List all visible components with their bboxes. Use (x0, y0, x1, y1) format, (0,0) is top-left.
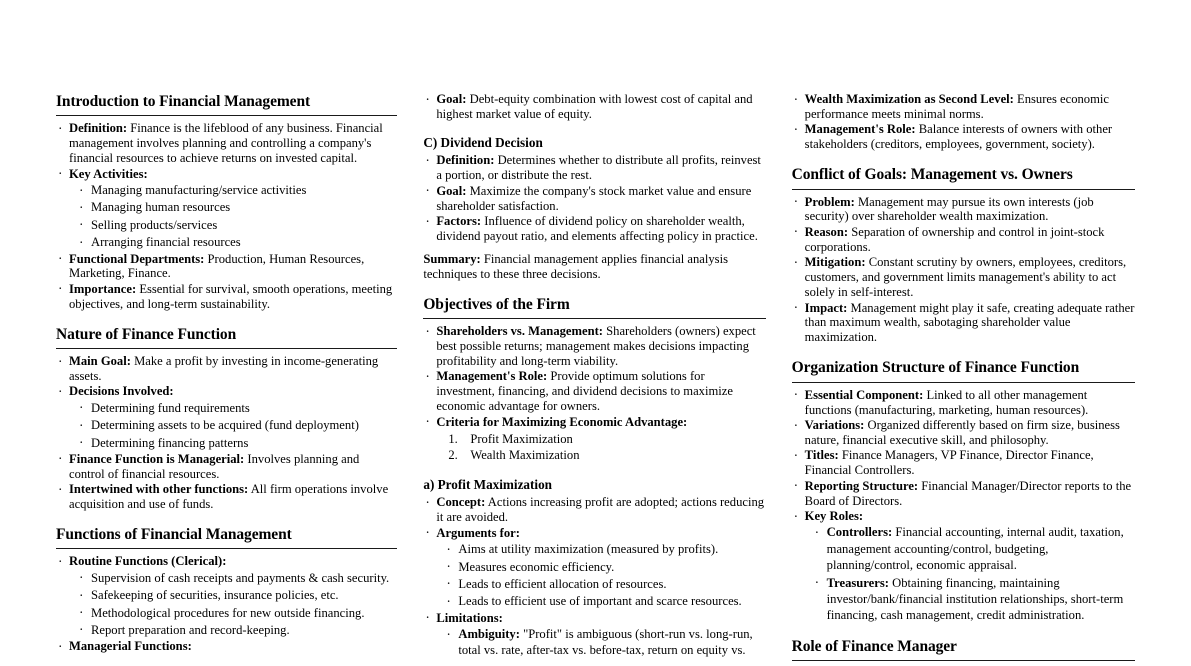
bullet-list (423, 92, 765, 122)
item-lead-label: Goal: (436, 183, 467, 198)
summary-paragraph (423, 252, 765, 282)
sub-list-item (813, 575, 1135, 624)
sub-item-text: Financial accounting, internal audit, taxation, management accounting/control, budgeting, planning/control, economic appraisal. (826, 525, 1124, 573)
content-section (792, 92, 1135, 152)
list-item (423, 153, 765, 183)
list-item (423, 415, 765, 464)
list-item (423, 369, 765, 414)
item-text: Linked to all other management functions (manufacturing, marketing, human resources). (804, 387, 1089, 417)
item-lead-label: Intertwined with other functions: (69, 482, 249, 497)
list-item (792, 388, 1135, 418)
item-text: Debt-equity combination with lowest cost of capital and highest market value of equity. (436, 92, 753, 121)
item-text: Determines whether to distribute all profits, reinvest a portion, or distribute the rest. (436, 153, 761, 183)
sub-item-text: Obtaining financing, maintaining investor/bank/financial institution relationships, short-term financing, cash management, credit administration. (826, 575, 1124, 623)
item-lead-label: Reporting Structure: (804, 478, 919, 493)
section-heading: Objectives of the Firm (423, 295, 570, 313)
content-section (792, 358, 1135, 623)
sub-bullet-list (69, 400, 397, 451)
sub-bullet-list (436, 541, 765, 609)
section-heading: Organization Structure of Finance Function (791, 359, 1080, 377)
item-text: Financial Manager/Director reports to the Board of Directors. (804, 478, 1132, 508)
item-lead-label: Mitigation: (804, 255, 866, 270)
sub-bullet-list (69, 570, 397, 638)
three-column-layout (56, 92, 1135, 658)
sub-list-item: · Report preparation and record-keeping. (77, 622, 397, 638)
item-lead-label: Definition: (436, 153, 495, 168)
list-item (56, 252, 397, 282)
bullet-list (423, 324, 765, 464)
item-text: Balance interests of owners with other stakeholders (creditors, employees, government, society). (804, 122, 1113, 152)
heading-rule (56, 115, 397, 116)
item-text: Make a profit by investing in income-generating assets. (69, 354, 379, 383)
list-item (56, 482, 397, 512)
item-text: Essential for survival, smooth operations, meeting objectives, and long-term sustainability. (69, 281, 393, 311)
item-lead-label: Routine Functions (Clerical): (69, 554, 227, 569)
numbered-list-item: Wealth Maximization (470, 448, 580, 463)
item-lead-label: Decisions Involved: (69, 384, 174, 399)
section-heading: Conflict of Goals: Management vs. Owners (791, 166, 1073, 184)
sub-list-item: · Methodological procedures for new outside financing. (77, 605, 397, 621)
list-item (423, 92, 765, 122)
heading-rule (792, 189, 1135, 190)
item-lead-label: Key Roles: (804, 509, 864, 524)
item-text: Maximize the company's stock market value and ensure shareholder satisfaction. (436, 183, 752, 213)
item-text: Separation of ownership and control in joint-stock corporations. (804, 224, 1105, 254)
item-lead-label: Limitations: (436, 610, 503, 625)
item-text: Constant scrutiny by owners, employees, creditors, customers, and government limits management's ability to act solely in self-interest. (804, 255, 1127, 300)
sub-list-item: · Determining financing patterns (77, 435, 397, 451)
content-section (423, 295, 765, 464)
sub-bullet-list (69, 182, 397, 250)
item-text: Production, Human Resources, Marketing, Finance. (69, 251, 365, 281)
list-item (423, 611, 765, 659)
item-lead-label: Wealth Maximization as Second Level: (804, 92, 1014, 106)
list-item (423, 324, 765, 369)
sub-list-item: · Leads to efficient use of important and scarce resources. (444, 593, 765, 609)
list-item (423, 184, 765, 214)
list-item (56, 639, 397, 654)
content-section (423, 477, 765, 659)
bullet-list (792, 195, 1135, 346)
sub-item-text: "Profit" is ambiguous (short-run vs. long-run, total vs. rate, after-tax vs. before-tax, return on equity vs. (458, 627, 753, 658)
item-lead-label: Importance: (69, 281, 137, 296)
list-item (792, 479, 1135, 509)
numbered-list (436, 431, 765, 464)
list-item (56, 354, 397, 384)
heading-rule (792, 660, 1135, 661)
item-lead-label: Arguments for: (436, 525, 520, 540)
item-lead-label: Definition: (69, 121, 128, 136)
list-item (423, 495, 765, 525)
column-3 (792, 92, 1135, 666)
list-item (792, 255, 1135, 300)
item-lead-label: Problem: (804, 194, 855, 209)
item-lead-label: Essential Component: (804, 387, 924, 402)
section-heading: Functions of Financial Management (56, 526, 292, 544)
list-item (56, 452, 397, 482)
item-text: Organized differently based on firm size, business nature, financial executive skill, and philosophy. (804, 418, 1120, 447)
list-item (792, 418, 1135, 448)
sub-list-item: · Aims at utility maximization (measured by profits). (444, 541, 765, 557)
list-item (56, 167, 397, 251)
paragraph-text: Financial management applies financial analysis techniques to these three decisions. (423, 251, 728, 281)
sub-list-item: · Determining assets to be acquired (fund deployment) (77, 417, 397, 433)
item-lead-label: Variations: (804, 418, 865, 432)
item-lead-label: Factors: (436, 214, 482, 229)
list-item (56, 384, 397, 451)
item-text: Involves planning and control of financial resources. (69, 451, 360, 481)
sub-list-item: · Supervision of cash receipts and payments & cash security. (77, 570, 397, 586)
sub-list-item: · Leads to efficient allocation of resources. (444, 576, 765, 592)
item-lead-label: Shareholders vs. Management: (436, 324, 603, 339)
sub-list-item: · Managing human resources (77, 199, 397, 215)
sub-item-lead-label: Treasurers: (826, 575, 889, 590)
item-text: Actions increasing profit are adopted; actions reducing it are avoided. (436, 495, 765, 525)
list-item (792, 122, 1135, 152)
heading-rule (423, 318, 765, 319)
section-heading: Nature of Finance Function (56, 325, 237, 343)
list-item (792, 195, 1135, 225)
item-text: Influence of dividend policy on shareholder wealth, dividend payout ratio, and elements affecting policy in practice. (436, 214, 758, 243)
content-section (56, 325, 397, 512)
item-text: All firm operations involve acquisition and use of funds. (69, 482, 389, 512)
item-text: Provide optimum solutions for investment, financing, and dividend decisions to maximize economic advantage for owners. (436, 369, 733, 414)
item-lead-label: Key Activities: (69, 166, 148, 181)
list-item (792, 301, 1135, 346)
item-lead-label: Criteria for Maximizing Economic Advantage: (436, 414, 688, 429)
sub-list-item: · Determining fund requirements (77, 400, 397, 416)
sub-list-item (813, 524, 1135, 573)
sub-list-item: · Measures economic efficiency. (444, 559, 765, 575)
list-item (56, 282, 397, 312)
item-lead-label: Reason: (804, 224, 849, 239)
sub-bullet-list (805, 524, 1135, 623)
numbered-list-item: Profit Maximization (470, 431, 573, 446)
sub-heading: a) Profit Maximization (423, 476, 553, 492)
heading-rule (56, 548, 397, 549)
item-lead-label: Managerial Functions: (69, 639, 192, 654)
bullet-list (56, 354, 397, 512)
bullet-list (56, 121, 397, 311)
list-item (423, 526, 765, 610)
item-lead-label: Management's Role: (804, 122, 916, 137)
column-2 (423, 92, 765, 660)
sub-list-item: · Managing manufacturing/service activities (77, 182, 397, 198)
content-section (56, 92, 397, 312)
sub-item-lead-label: Ambiguity: (458, 627, 520, 642)
item-lead-label: Goal: (436, 92, 467, 106)
list-item (423, 214, 765, 244)
section-heading: Introduction to Financial Management (56, 93, 311, 110)
heading-rule (792, 382, 1135, 383)
column-1 (56, 92, 397, 655)
content-section (423, 135, 765, 282)
sub-list-item (444, 626, 765, 659)
item-text: Finance is the lifeblood of any business. Financial management involves planning and controlling a company's financial resources to achieve returns on invested capital. (69, 121, 383, 166)
list-item (792, 509, 1135, 624)
bullet-list (792, 92, 1135, 152)
item-text: Management might play it safe, creating adequate rather than maximum wealth, sabotaging shareholder value maximization. (804, 300, 1135, 345)
sub-heading: C) Dividend Decision (423, 134, 543, 150)
list-item (56, 554, 397, 638)
item-lead-label: Management's Role: (436, 369, 548, 384)
item-text: Finance Managers, VP Finance, Director Finance, Financial Controllers. (804, 448, 1094, 478)
list-item (792, 92, 1135, 122)
bullet-list (423, 495, 765, 658)
heading-rule (56, 348, 397, 349)
list-item (792, 448, 1135, 478)
item-text: Management may pursue its own interests (job security) over shareholder wealth maximization. (804, 194, 1094, 224)
content-section (792, 165, 1135, 345)
item-lead-label: Main Goal: (69, 354, 131, 369)
item-lead-label: Finance Function is Managerial: (69, 451, 245, 466)
section-heading: Role of Finance Manager (791, 637, 957, 655)
sub-list-item: · Arranging financial resources (77, 234, 397, 250)
sub-item-lead-label: Controllers: (826, 525, 893, 540)
content-section (56, 525, 397, 654)
sub-list-item: · Selling products/services (77, 217, 397, 233)
bullet-list (423, 153, 765, 244)
item-lead-label: Titles: (804, 448, 839, 463)
sub-list-item: · Safekeeping of securities, insurance policies, etc. (77, 587, 397, 603)
item-lead-label: Impact: (804, 300, 848, 315)
bullet-list (792, 388, 1135, 624)
item-text: Shareholders (owners) expect best possible returns; management makes decisions impacting profitability and long-term viability. (436, 324, 756, 369)
sub-bullet-list (436, 626, 765, 659)
bullet-list (56, 554, 397, 654)
paragraph-lead-label: Summary: (423, 251, 481, 266)
list-item (792, 225, 1135, 255)
list-item (56, 121, 397, 166)
item-lead-label: Concept: (436, 495, 486, 510)
content-section (423, 92, 765, 122)
content-section (792, 637, 1135, 661)
item-lead-label: Functional Departments: (69, 251, 205, 266)
item-text: Ensures economic performance meets minimal norms. (804, 92, 1109, 121)
